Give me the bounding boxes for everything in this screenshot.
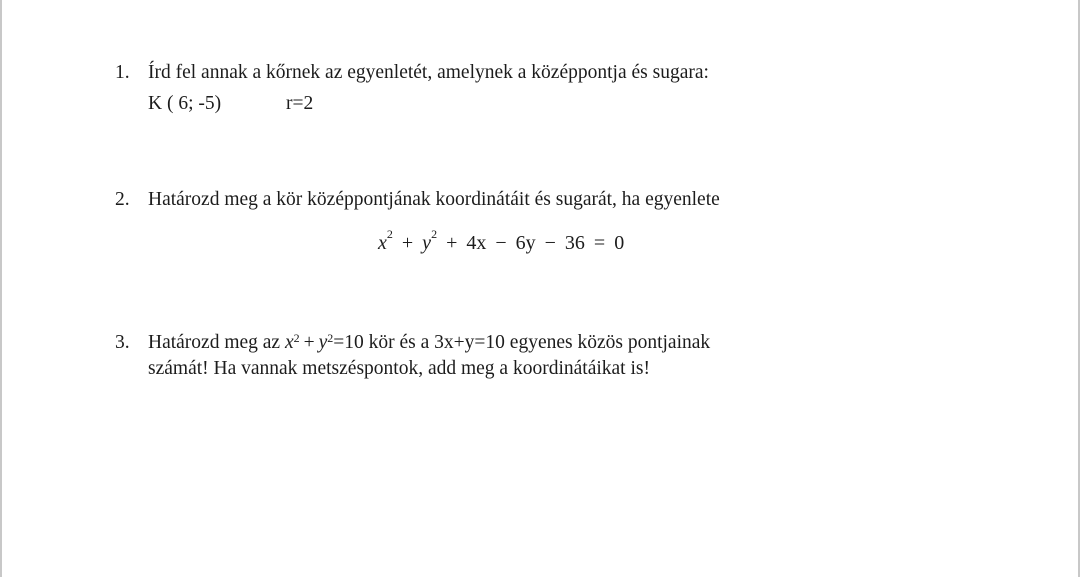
circle-expression: $x^2 + y^2$ xyxy=(284,331,334,353)
problem-number: 2. xyxy=(115,189,130,210)
problem-text: Határozd meg a kör középpontjának koordinátáit és sugarát, ha egyenlete xyxy=(148,189,720,210)
circle-equation: $x^2 + y^2 + 4x - 6y - 36 = 0$ xyxy=(378,227,625,254)
problem-text: Határozd meg az $x^2 + y^2=10$ kör és a 3x+y=10 egyenes közös pontjainak számát! Ha vannak metszéspontok, add meg a koordinátáikat is! xyxy=(148,331,711,379)
problem-text: Írd fel annak a kőrnek az egyenletét, amelynek a középpontja és sugara: xyxy=(148,62,709,83)
problem-number: 1. xyxy=(115,62,130,83)
problem-number: 3. xyxy=(115,332,130,353)
center-label: K ( 6; -5) xyxy=(148,93,222,114)
page-left-border xyxy=(0,0,2,577)
radius-label: r=2 xyxy=(286,93,314,114)
